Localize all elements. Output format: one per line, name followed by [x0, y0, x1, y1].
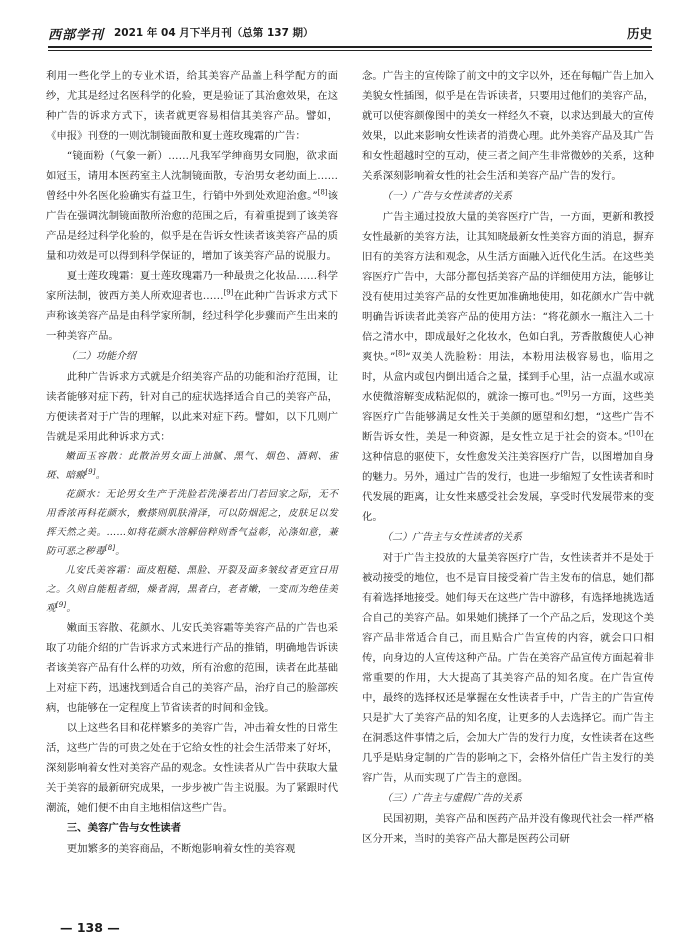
journal-logo: 西部学刊 — [48, 28, 105, 43]
paragraph — [46, 146, 338, 266]
journal-issue: 2021 年 04 月下半月刊（总第 137 期） — [114, 27, 314, 39]
text-run: 在这种信息的驱使下，女性愈发关注美容医疗广告，以图增加自身的魅力。另外，通过广告的发行，也进一步缩短了女性读者和时代发展的距离，让女性来感受社会发展，享受时代发展带来的变化。 — [362, 431, 655, 523]
text-run: 。 — [66, 603, 77, 614]
header-rule-thick — [48, 46, 652, 48]
ad-quote — [46, 485, 338, 561]
text-run: 此种广告诉求方式就是介绍美容产品的功能和治疗范围，让读者能够对症下药，针对自己的症状选择适合自己的美容产品，方便读者对于广告的理解，以此来对症下药。譬如，以下几则广告就是采用此种诉求方式： — [46, 371, 338, 443]
text-run: （三）广告主与虚假广告的关系 — [382, 793, 522, 804]
right-column — [362, 66, 654, 849]
paragraph — [362, 66, 654, 186]
text-run: 。 — [95, 470, 106, 481]
text-run: 三、美容广告与女性读者 — [66, 822, 182, 834]
text-run: 儿安氏美容霜：面皮粗糙、黑脸、开裂及面多皱纹者更宜日用之。久则自能粗者细，燥者润，黑者白，老者嫩，一变而为绝佳美观 — [46, 565, 338, 614]
page-number: — 138 — — [60, 920, 120, 935]
text-run: 以上这些名目和花样繁多的美容广告，冲击着女性的日常生活，这些广告的可贵之处在于它给女性的社会生活带来了好坏，深刻影响着女性对美容产品的观念。女性读者从广告中获取大量关于美容的最新研究成果，一步步被广告主说服。为了紧跟时代潮流，她们便不由自主地相信这些广告。 — [46, 722, 338, 814]
text-run: 该广告在强调沈制镜面散所治愈的范围之后，有着重提到了该美容产品是经过科学化验的，似乎是在告诉女性读者该美容产品的质量和功效是可以得到科学保证的，增加了该美容产品的说服力。 — [46, 190, 339, 262]
text-run: （二）广告主与女性读者的关系 — [382, 532, 522, 543]
text-run: 广告主通过投放大量的美容医疗广告，一方面，更新和教授女性最新的美容方法，让其知晓最新女性美容方面的消息，摒弃旧有的美容方法和观念，从生活方面融入近代化生活。在这些美容医疗广告中，大部分都包括美容产品的详细使用方法，能够让没有使用过美容产品的女性更加准确地使用，如花颜水广告中就明确告诉读者此美容产品的使用方法：“将花颜水一瓶注入二十倍之清水中，即成最好之化妆水，色如白乳，芳香散馥使人心神爽快。” — [362, 211, 654, 363]
paragraph — [46, 718, 338, 818]
text-run: 嫩面玉容散：此散治男女面上油腻、黑气、烟色、酒刺、雀斑、暗瘢 — [46, 451, 338, 481]
paragraph — [362, 207, 654, 527]
paragraph — [46, 839, 338, 859]
citation-marker: [10] — [628, 429, 644, 438]
text-run: 念。广告主的宣传除了前文中的文字以外，还在每幅广告上加入美貌女性插图，似乎是在告诉读者，只要用过他们的美容产品，就可以使容颜像图中的美女一样经久不衰，以求达到最大的宣传效果，以此来影响女性读者的消费心理。此外美容产品及其广告和女性超越时空的互动，使三者之间产生非常微妙的关系，这种关系深刻影响着女性的社会生活和美容产品广告的发行。 — [362, 70, 654, 182]
header-rule-thin — [48, 50, 652, 51]
citation-marker: [8] — [395, 349, 406, 358]
paragraph — [46, 66, 338, 146]
text-run: 夏士莲玫瑰霜：夏士莲玫瑰霜乃一种最贵之化妆品……科学家所法制，彼西方美人所欢迎者也…… — [46, 270, 338, 302]
text-run: 嫩面玉容散、花颜水、儿安氏美容霜等美容产品的广告也采取了功能介绍的广告诉求方式来进行产品的推销，明确地告诉读者该美容产品有什么样的功效，所有治愈的范围，读者在此基础上对症下药，迅速找到适合自己的美容产品，治疗自己的脸部疾病，也能够在一定程度上节省读者的时间和金钱。 — [46, 622, 338, 714]
citation-marker: [9] — [223, 288, 234, 297]
paragraph — [46, 266, 338, 346]
text-run: 利用一些化学上的专业术语，给其美容产品盖上科学配方的面纱，尤其是经过名医科学的化验，更是验证了其治愈效果，在这种广告的诉求方式下，读者就更容易相信其美容产品。譬如，《申报》刊登的一则沈制镜面散和夏士莲玫瑰霜的广告： — [46, 70, 338, 142]
paragraph — [46, 367, 338, 447]
ad-quote — [46, 447, 338, 485]
subheading — [362, 788, 654, 809]
paragraph — [362, 809, 654, 849]
text-run: 。 — [115, 546, 126, 557]
text-run: 对于广告主投放的大量美容医疗广告，女性读者并不是处于被动接受的地位，也不是盲目接受着广告主发布的信息，她们都有着选择地接受。她们每天在这些广告中游移，有选择地挑选适合自己的美容产品。如果她们挑择了一个产品之后，发现这个美容产品非常适合自己，而且贴合广告宣传的内容，就会口口相传，向身边的人宣传这种产品。广告在美容产品宣传方面起着非常重要的作用，大大提高了其美容产品的知名度。在广告宣传中，最终的选择权还是掌握在女性读者手中，广告主的广告宣传只是扩大了美容产品的知名度，让更多的人去选择它。而广告主在洞悉这件事情之后，会加大广告的发行力度，女性读者在这些几乎是贴身定制的广告的影响之下，会格外信任广告主发行的美容广告，从而实现了广告主的意图。 — [362, 552, 654, 784]
subheading — [362, 527, 654, 548]
paragraph — [46, 618, 338, 718]
text-run: 更加繁多的美容商品，不断炮影响着女性的美容观 — [66, 843, 296, 855]
citation-marker: [8] — [104, 543, 116, 552]
citation-marker: [9] — [85, 467, 96, 476]
paragraph — [362, 548, 654, 788]
text-run: （二）功能介绍 — [66, 351, 136, 362]
citation-marker: [8] — [317, 188, 328, 197]
section-label: 历史 — [626, 26, 652, 41]
text-run: （一）广告与女性读者的关系 — [382, 191, 512, 202]
citation-marker: [9] — [560, 389, 571, 398]
ad-quote — [46, 561, 338, 618]
page-header — [48, 24, 652, 46]
subheading — [46, 346, 338, 367]
citation-marker: [9] — [55, 600, 67, 609]
text-run: 民国初期，美容产品和医药产品并没有像现代社会一样严格区分开来，当时的美容产品大都是医药公司研 — [362, 813, 654, 845]
left-column — [46, 66, 338, 859]
section-heading — [46, 818, 338, 839]
text-run: 在此种广告诉求方式下声称该美容产品是由科学家所制，经过科学化步骤而产生出来的一种美容产品。 — [46, 290, 339, 342]
text-run: 另一方面，这些美容医疗广告能够满足女性关于美颜的愿望和幻想，“这些广告不断告诉女性，美是一种资源，是女性立足于社会的资本。” — [362, 391, 654, 443]
text-run: “镜面粉（气象一新）……凡我军学绅商男女同胞，欲求面如冠玉，请用本医药室主人沈制镜面散，专治男女老幼面上……曾经中外名医化验确实有益卫生，行销中外到处欢迎治愈。” — [46, 150, 338, 202]
text-run: “双美人洗脸粉：用法，本粉用法极容易也，临用之时，从盒内或包内倒出适合之量，揉到手心里，沾一点温水或凉水使微溶解变成粘泥似的，就涂一擦可也。” — [362, 351, 654, 403]
subheading — [362, 186, 654, 207]
text-run: 花颜水：无论男女生产于洗脸若洗澡若出门若回家之际，无不用香浓再科花颜水，敷搽则肌肤滑泽，可以防烟泥之，皮肤足以发挥天然之美。……如将花颜水溶解倍粹则香气益彰，沁涤如意，兼防可恶之秽毒 — [46, 489, 338, 557]
